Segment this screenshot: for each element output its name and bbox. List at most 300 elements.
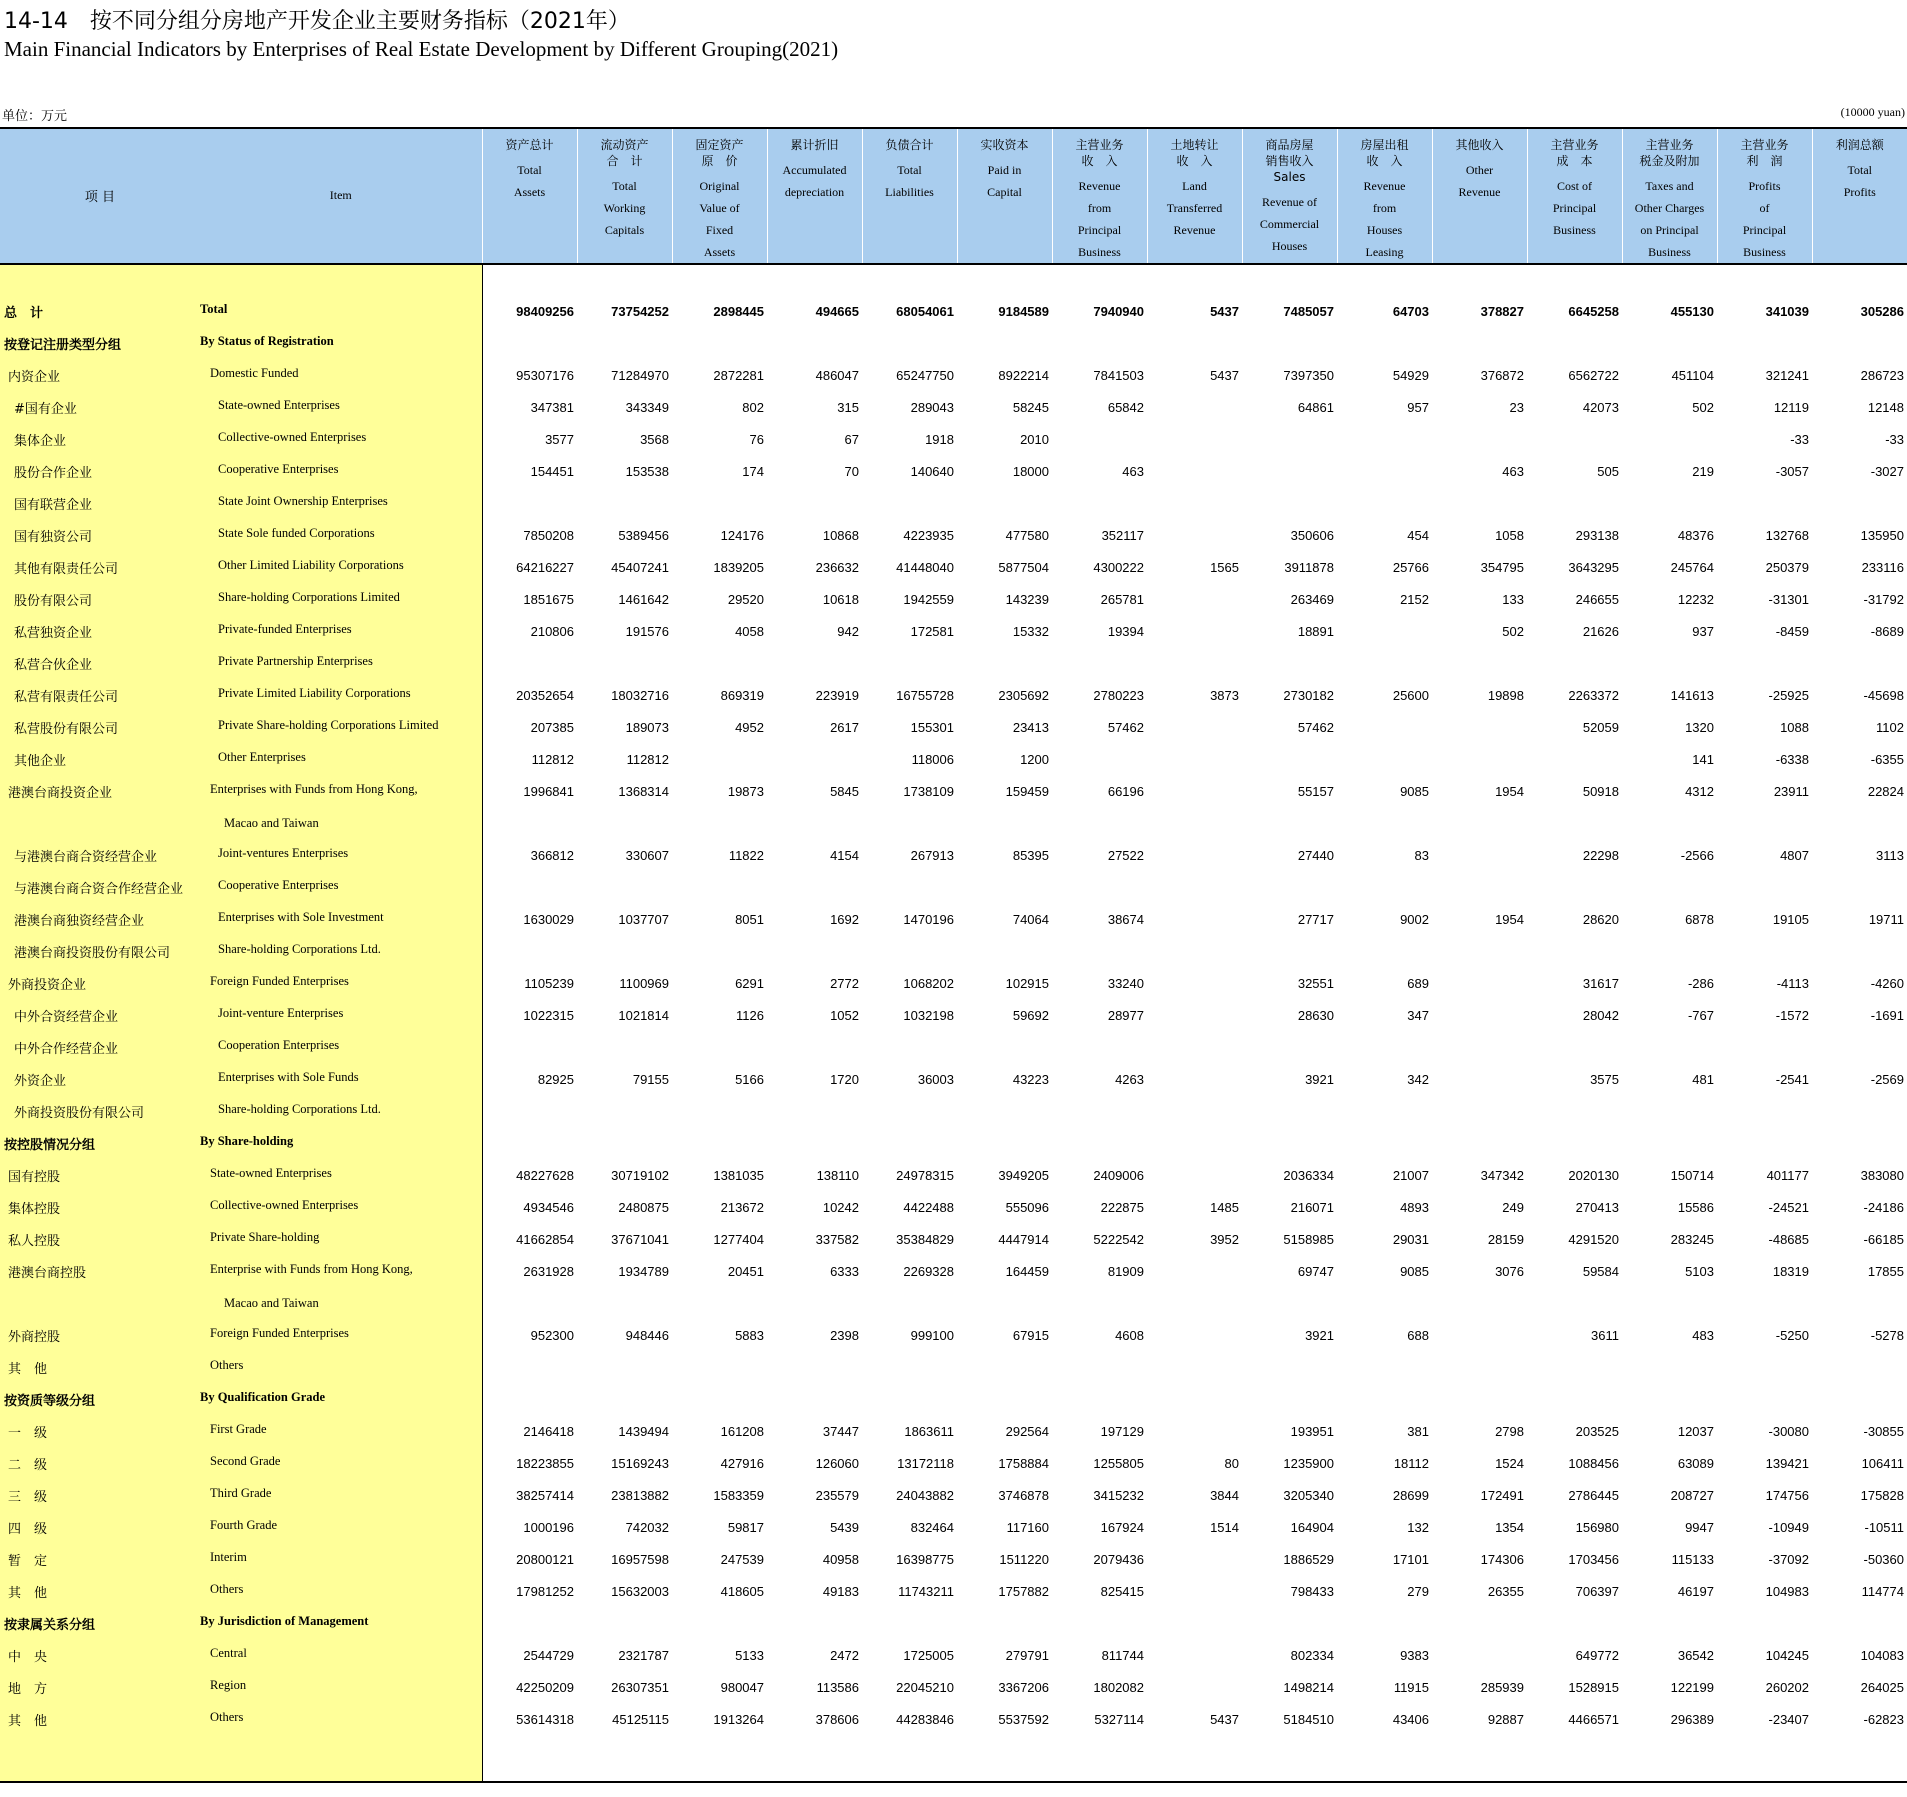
column-header-en: Profits of Principal Business (1742, 179, 1787, 259)
row-label-cn: 与港澳台商合资合作经营企业 (14, 881, 184, 897)
table-cell (1337, 1127, 1432, 1159)
table-cell: 118006 (911, 751, 954, 767)
table-cell (1527, 487, 1622, 519)
table-row (0, 1031, 1907, 1063)
table-cell: 24978315 (896, 1167, 954, 1183)
table-cell (767, 1287, 862, 1319)
table-cell: 352117 (1101, 527, 1144, 543)
table-cell: 59584 (1582, 1263, 1619, 1279)
table-cell (1622, 327, 1717, 359)
table-cell: 6878 (1685, 911, 1714, 927)
table-cell: 1583359 (713, 1487, 764, 1503)
table-cell (767, 1735, 862, 1782)
table-cell: 798433 (1290, 1583, 1334, 1599)
table-cell (672, 264, 767, 295)
row-label-en: By Qualification Grade (200, 1389, 325, 1404)
row-label-cell (0, 1639, 482, 1671)
table-cell: 7397350 (1283, 367, 1334, 383)
table-cell (1147, 839, 1242, 871)
row-label-en: State-owned Enterprises (210, 1165, 332, 1180)
column-header-en: Accumulated depreciation (782, 163, 847, 199)
row-label-cn: 其 他 (8, 1713, 48, 1729)
table-cell: 1368314 (618, 783, 669, 799)
row-label-cell (0, 1063, 482, 1095)
table-cell: 7485057 (1283, 303, 1334, 319)
row-label-cn: 外商投资企业 (8, 977, 87, 993)
row-label-en: Macao and Taiwan (224, 1295, 319, 1310)
table-cell (1242, 487, 1337, 519)
table-cell: 153538 (625, 463, 669, 479)
row-label-cell (0, 839, 482, 871)
table-cell: 3643295 (1568, 559, 1619, 575)
row-label-cn: 中 央 (8, 1649, 48, 1665)
row-label-en: State Sole funded Corporations (218, 525, 375, 540)
table-cell: 15586 (1677, 1199, 1714, 1215)
row-label-cell (0, 1383, 482, 1415)
table-cell (1432, 999, 1527, 1031)
row-label-en: Third Grade (210, 1485, 272, 1500)
table-cell (1432, 1095, 1527, 1127)
table-title-en: Main Financial Indicators by Enterprises of Real Estate Development by Different Grouping(2021) (4, 37, 839, 61)
table-cell: 494665 (815, 303, 859, 319)
column-header-cn: 实收资本 (980, 138, 1029, 152)
table-cell: 98409256 (516, 303, 574, 319)
column-header-cn: 主营业务 利 润 (1740, 138, 1789, 168)
table-cell (1147, 264, 1242, 295)
table-cell (957, 647, 1052, 679)
table-cell (1717, 1127, 1812, 1159)
table-cell: 1021814 (618, 1007, 669, 1023)
unit-label-cn: 单位：万元 (2, 109, 68, 124)
table-row-blank (0, 264, 1907, 295)
table-cell: 112812 (531, 751, 574, 767)
table-cell (1147, 743, 1242, 775)
table-cell: 1954 (1495, 783, 1524, 799)
table-cell: -4260 (1870, 975, 1904, 991)
table-cell: 5537592 (998, 1711, 1049, 1727)
table-cell: 5877504 (998, 559, 1049, 575)
table-cell (1812, 1287, 1907, 1319)
table-cell (672, 807, 767, 839)
table-cell: -23407 (1768, 1711, 1809, 1727)
table-cell: 15632003 (611, 1583, 669, 1599)
table-cell (1622, 1287, 1717, 1319)
table-cell: 3911878 (1284, 559, 1334, 575)
table-cell (1147, 1127, 1242, 1159)
row-label-en: Collective-owned Enterprises (218, 429, 367, 444)
table-cell (957, 1735, 1052, 1782)
table-body (0, 264, 1907, 1782)
row-label-cn (0, 816, 200, 831)
row-label-cell (0, 615, 482, 647)
table-cell: 5103 (1685, 1263, 1714, 1279)
table-cell (1622, 1735, 1717, 1782)
table-cell: 191576 (625, 623, 669, 639)
row-label-cn: 外商投资股份有限公司 (14, 1105, 145, 1121)
table-cell: 3611 (1591, 1327, 1619, 1343)
column-header-en: Revenue from Houses Leasing (1363, 179, 1406, 259)
table-row (0, 327, 1907, 359)
table-cell: 483 (1692, 1327, 1714, 1343)
table-cell (1052, 743, 1147, 775)
table-cell: 2020130 (1568, 1167, 1619, 1183)
column-header-cn: 利润总额 (1835, 138, 1884, 152)
row-label-en: Share-holding Corporations Limited (218, 589, 400, 604)
table-cell (1717, 1735, 1812, 1782)
table-cell: 22045210 (896, 1679, 954, 1695)
table-cell: 161208 (720, 1423, 764, 1439)
row-label-en: Others (210, 1581, 244, 1596)
table-cell: 948446 (625, 1327, 669, 1343)
table-cell: 207385 (530, 719, 574, 735)
table-cell (1147, 1351, 1242, 1383)
table-cell: 21626 (1582, 623, 1619, 639)
row-label-cell (0, 775, 482, 807)
table-cell: 1068202 (903, 975, 954, 991)
table-cell (767, 871, 862, 903)
table-cell (1052, 423, 1147, 455)
table-cell: 5439 (830, 1519, 859, 1535)
table-cell: 8922214 (998, 367, 1049, 383)
table-row (0, 1191, 1907, 1223)
table-cell (1432, 647, 1527, 679)
table-cell (1242, 455, 1337, 487)
row-label-en: Cooperative Enterprises (218, 877, 339, 892)
column-header-en: Total Liabilities (885, 163, 934, 199)
table-cell: -10949 (1768, 1519, 1809, 1535)
table-cell (577, 1031, 672, 1063)
table-cell: 5389456 (618, 527, 669, 543)
row-label-cell (0, 391, 482, 423)
table-cell (1337, 487, 1432, 519)
table-row (0, 551, 1907, 583)
table-cell: 92887 (1487, 1711, 1524, 1727)
table-cell: 20451 (727, 1263, 764, 1279)
column-header-en: Other Revenue (1458, 163, 1501, 199)
table-cell: 249 (1502, 1199, 1524, 1215)
table-cell: 1758884 (998, 1455, 1049, 1471)
item-column-header (0, 128, 482, 264)
table-cell: 688 (1407, 1327, 1429, 1343)
table-cell (1527, 807, 1622, 839)
column-header-12 (1527, 128, 1622, 264)
table-cell: 208727 (1670, 1487, 1714, 1503)
table-cell: 37447 (822, 1423, 859, 1439)
table-cell: 1235900 (1283, 1455, 1334, 1471)
row-label-cn: 其 他 (8, 1361, 48, 1377)
table-cell (1527, 423, 1622, 455)
table-cell: 67 (844, 431, 859, 447)
row-label-en: Private Share-holding Corporations Limited (218, 717, 439, 732)
table-cell (1527, 1031, 1622, 1063)
table-cell: -6355 (1870, 751, 1904, 767)
table-cell (1812, 487, 1907, 519)
row-label-cell (0, 1415, 482, 1447)
column-header-cn: 资产总计 (505, 138, 554, 152)
table-row (0, 1671, 1907, 1703)
table-cell (1812, 1095, 1907, 1127)
row-label-cell (0, 1191, 482, 1223)
table-cell: -25925 (1768, 687, 1809, 703)
table-cell: 1851675 (523, 591, 574, 607)
table-cell: 12232 (1677, 591, 1714, 607)
table-row (0, 935, 1907, 967)
table-cell: 285939 (1480, 1679, 1524, 1695)
table-cell: 12148 (1867, 399, 1904, 415)
table-cell (1147, 615, 1242, 647)
table-row (0, 1479, 1907, 1511)
table-cell (672, 1095, 767, 1127)
table-cell: 502 (1692, 399, 1714, 415)
table-cell: 32551 (1297, 975, 1334, 991)
table-cell: 999100 (910, 1327, 954, 1343)
table-cell: 1088456 (1568, 1455, 1619, 1471)
table-cell: 17101 (1392, 1551, 1429, 1567)
table-cell: 2036334 (1283, 1167, 1334, 1183)
column-header-cn: 累计折旧 (790, 138, 839, 152)
table-cell (1622, 1127, 1717, 1159)
table-cell: 132768 (1765, 527, 1809, 543)
row-label-en: Enterprise with Funds from Hong Kong, (210, 1261, 413, 1276)
table-cell (1337, 615, 1432, 647)
table-cell: 8051 (735, 911, 764, 927)
table-cell (1812, 935, 1907, 967)
table-cell (1432, 839, 1527, 871)
table-cell: 41662854 (516, 1231, 574, 1247)
table-row (0, 1703, 1907, 1735)
table-cell: 245764 (1670, 559, 1714, 575)
table-cell: 2872281 (713, 367, 764, 383)
table-cell (957, 807, 1052, 839)
column-header-en: Total Working Capitals (603, 179, 646, 237)
table-cell: 1839205 (713, 559, 764, 575)
table-cell (1242, 935, 1337, 967)
table-cell: 18223855 (516, 1455, 574, 1471)
table-cell: 2010 (1020, 431, 1049, 447)
table-cell (1432, 487, 1527, 519)
table-cell: 210806 (530, 623, 574, 639)
row-label-cell (0, 295, 482, 327)
table-row (0, 1511, 1907, 1543)
table-cell (1147, 999, 1242, 1031)
table-cell: 1058 (1495, 527, 1524, 543)
table-cell: 3205340 (1283, 1487, 1334, 1503)
table-cell (672, 871, 767, 903)
table-cell: 247539 (720, 1551, 764, 1567)
table-cell: 1470196 (903, 911, 954, 927)
table-cell: 50918 (1582, 783, 1619, 799)
table-cell: 28159 (1487, 1231, 1524, 1247)
table-cell: 42073 (1582, 399, 1619, 415)
table-cell: 164459 (1005, 1263, 1049, 1279)
table-cell (1242, 807, 1337, 839)
table-cell: 5437 (1210, 303, 1239, 319)
row-label-cn: 其 他 (8, 1585, 48, 1601)
table-cell: 7850208 (523, 527, 574, 543)
table-row (0, 1287, 1907, 1319)
table-cell: 30719102 (611, 1167, 669, 1183)
table-cell (1812, 327, 1907, 359)
table-cell: -30080 (1768, 1423, 1809, 1439)
table-cell (1147, 711, 1242, 743)
table-row-blank (0, 1735, 1907, 1782)
table-cell: 126060 (815, 1455, 859, 1471)
table-cell (957, 487, 1052, 519)
table-cell: 1630029 (523, 911, 574, 927)
table-cell (1147, 327, 1242, 359)
table-cell: 1524 (1495, 1455, 1524, 1471)
table-cell: -48685 (1768, 1231, 1809, 1247)
table-cell: 24043882 (896, 1487, 954, 1503)
table-cell (1622, 487, 1717, 519)
table-cell: 455130 (1670, 303, 1714, 319)
table-cell: 40958 (822, 1551, 859, 1567)
table-cell: 175828 (1860, 1487, 1904, 1503)
table-cell: 3844 (1210, 1487, 1239, 1503)
table-row (0, 1095, 1907, 1127)
table-cell: 174 (742, 463, 764, 479)
table-cell (1432, 807, 1527, 839)
table-cell (1432, 1735, 1527, 1782)
table-cell: 156980 (1575, 1519, 1619, 1535)
table-cell (957, 264, 1052, 295)
table-cell: 330607 (625, 847, 669, 863)
column-header-4 (767, 128, 862, 264)
item-header-cn: 项 目 (84, 189, 116, 205)
table-cell: 832464 (910, 1519, 954, 1535)
table-cell: 937 (1692, 623, 1714, 639)
table-cell (1622, 1607, 1717, 1639)
column-header-6 (957, 128, 1052, 264)
table-cell (1147, 1287, 1242, 1319)
table-cell (1147, 935, 1242, 967)
table-cell (482, 871, 577, 903)
table-row (0, 1223, 1907, 1255)
row-label-cn: 港澳台商投资企业 (8, 785, 113, 801)
row-label-cn: 其他企业 (14, 753, 67, 769)
table-cell (1242, 1095, 1337, 1127)
table-cell: 83 (1414, 847, 1429, 863)
row-label-cn: 港澳台商投资股份有限公司 (14, 945, 171, 961)
table-cell (1717, 1383, 1812, 1415)
table-cell: 41448040 (896, 559, 954, 575)
table-cell (482, 1735, 577, 1782)
table-cell (1242, 1351, 1337, 1383)
table-cell (862, 647, 957, 679)
table-cell: 293138 (1575, 527, 1619, 543)
table-cell (1147, 1415, 1242, 1447)
row-label-cell (0, 1127, 482, 1159)
table-cell (482, 327, 577, 359)
table-cell: 172581 (910, 623, 954, 639)
table-cell: 3415232 (1093, 1487, 1144, 1503)
table-row (0, 807, 1907, 839)
table-cell (1812, 871, 1907, 903)
table-cell: 347381 (530, 399, 574, 415)
table-cell: 64703 (1392, 303, 1429, 319)
table-cell: 1000196 (523, 1519, 574, 1535)
table-cell: 23413 (1012, 719, 1049, 735)
table-row (0, 1607, 1907, 1639)
table-cell (672, 647, 767, 679)
table-cell: 15332 (1012, 623, 1049, 639)
table-cell (1812, 807, 1907, 839)
table-cell (577, 1383, 672, 1415)
table-cell: 486047 (815, 367, 859, 383)
table-cell (1812, 1607, 1907, 1639)
table-cell (577, 1287, 672, 1319)
table-cell: 28620 (1582, 911, 1619, 927)
table-cell: 1886529 (1283, 1551, 1334, 1567)
table-cell (1147, 1159, 1242, 1191)
table-cell: 141613 (1670, 687, 1714, 703)
table-row (0, 647, 1907, 679)
table-cell (1337, 1607, 1432, 1639)
table-cell (1147, 807, 1242, 839)
column-header-15 (1812, 128, 1907, 264)
table-cell (1147, 423, 1242, 455)
row-label-cell (0, 743, 482, 775)
table-cell: 270413 (1575, 1199, 1619, 1215)
row-label-cell (0, 1319, 482, 1351)
table-cell: 3575 (1590, 1071, 1619, 1087)
table-cell (1337, 935, 1432, 967)
table-cell (767, 1383, 862, 1415)
table-cell: 296389 (1670, 1711, 1714, 1727)
table-cell (1147, 1735, 1242, 1782)
table-cell (767, 487, 862, 519)
table-cell: 5437 (1210, 1711, 1239, 1727)
table-cell (1622, 264, 1717, 295)
unit-label-en: (10000 yuan) (1840, 105, 1905, 119)
table-cell (577, 1351, 672, 1383)
table-header-row (0, 128, 1907, 264)
table-cell (1622, 1031, 1717, 1063)
table-cell: -8689 (1870, 623, 1904, 639)
table-cell: 1514 (1210, 1519, 1239, 1535)
table-cell: 1102 (1876, 719, 1904, 735)
row-label-cell (0, 935, 482, 967)
table-cell (1337, 1031, 1432, 1063)
table-cell: 65842 (1107, 399, 1144, 415)
row-label-cell (0, 455, 482, 487)
table-cell (862, 871, 957, 903)
row-label-cn: 地 方 (8, 1681, 48, 1697)
table-cell: 81909 (1107, 1263, 1144, 1279)
row-label-cell (0, 1255, 482, 1287)
table-cell (1527, 935, 1622, 967)
table-cell: -1691 (1870, 1007, 1904, 1023)
table-row (0, 1319, 1907, 1351)
table-cell: -66185 (1863, 1231, 1904, 1247)
table-cell: 9184589 (998, 303, 1049, 319)
table-cell (1147, 391, 1242, 423)
table-cell: 463 (1502, 463, 1524, 479)
table-cell (767, 935, 862, 967)
table-cell: -62823 (1863, 1711, 1904, 1727)
table-cell: 143239 (1005, 591, 1049, 607)
row-label-cell (0, 647, 482, 679)
table-cell: 9085 (1400, 1263, 1429, 1279)
table-row (0, 967, 1907, 999)
table-cell (672, 1127, 767, 1159)
table-cell: 10868 (822, 527, 859, 543)
table-cell: 236632 (815, 559, 859, 575)
table-cell: -45698 (1863, 687, 1904, 703)
table-cell: -5278 (1870, 1327, 1904, 1343)
table-cell (1432, 1127, 1527, 1159)
table-cell: 1954 (1495, 911, 1524, 927)
